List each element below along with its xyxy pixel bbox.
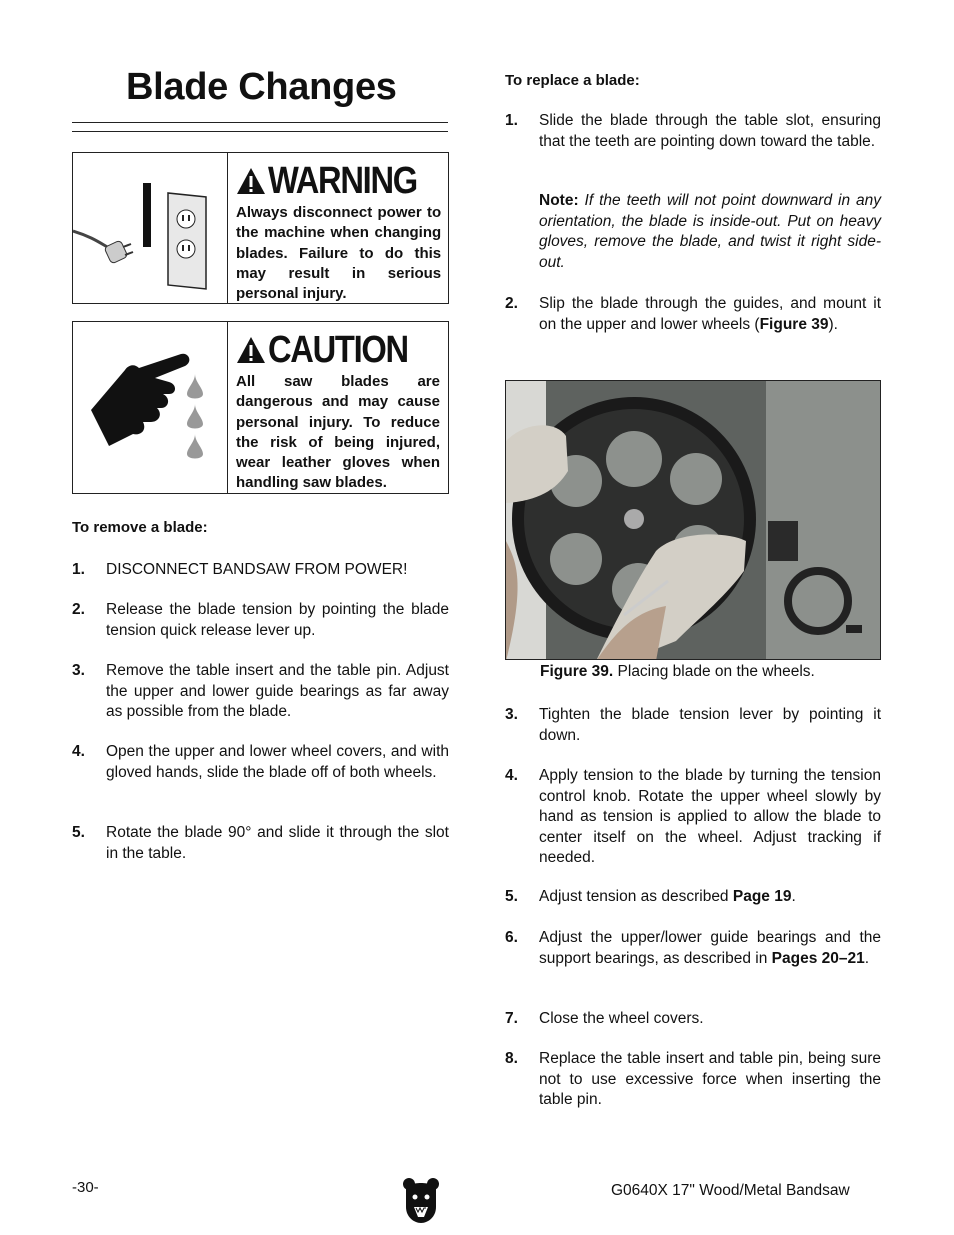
step-number: 6. <box>505 929 518 946</box>
replace-step-7 <box>505 1009 881 1030</box>
warning-text: Always disconnect power to the machine when changing blades. Failure to do this may result in serious personal injury. <box>236 204 442 303</box>
step-number: 3. <box>72 662 85 679</box>
step-text: Apply tension to the blade by turning the tension control knob. Rotate the upper wheel slowly by hand as tension is applied to allow the blade to center itself on the wheel. Adjust tracking if needed. <box>539 767 881 866</box>
cut-finger-icon <box>73 322 228 493</box>
replace-step-6 <box>505 928 881 969</box>
step-number: 4. <box>505 767 518 784</box>
note-label: Note: <box>539 192 579 209</box>
replace-step-5 <box>505 887 881 908</box>
step-text: Replace the table insert and table pin, being sure not to use excessive force when inserting the table pin. <box>539 1050 881 1108</box>
step-text: Close the wheel covers. <box>539 1010 704 1027</box>
replace-step-8 <box>505 1049 881 1111</box>
step-number: 1. <box>505 112 518 129</box>
bear-logo-icon <box>402 1177 440 1223</box>
remove-step-5 <box>72 823 449 864</box>
page-title: Blade Changes <box>126 66 397 108</box>
step-number: 1. <box>72 561 85 578</box>
step-text: DISCONNECT BANDSAW FROM POWER! <box>106 561 408 578</box>
step-number: 8. <box>505 1050 518 1067</box>
step-text: Release the blade tension by pointing the blade tension quick release lever up. <box>106 601 449 639</box>
figure-caption-text: Placing blade on the wheels. <box>617 663 815 680</box>
footer-model: G0640X 17" Wood/Metal Bandsaw <box>611 1182 850 1199</box>
note-text: If the teeth will not point downward in any orientation, the blade is inside-out. Put on heavy gloves, remove the blade, and twist it right side-out. <box>539 192 881 271</box>
step-text: Open the upper and lower wheel covers, and with gloved hands, slide the blade off of both wheels. <box>106 743 449 781</box>
replace-step-1 <box>505 111 881 152</box>
note <box>539 191 881 273</box>
step-number: 3. <box>505 706 518 723</box>
title-rule-bottom <box>72 131 448 132</box>
step-text: Tighten the blade tension lever by pointing it down. <box>539 706 881 744</box>
warning-box <box>72 152 449 304</box>
unplug-icon <box>73 153 228 303</box>
caution-box <box>72 321 449 494</box>
step-number: 7. <box>505 1010 518 1027</box>
page-reference: Pages 20–21 <box>771 949 865 967</box>
step-text: Rotate the blade 90° and slide it through the slot in the table. <box>106 824 449 862</box>
step-number: 2. <box>72 601 85 618</box>
step-number: 5. <box>505 888 518 905</box>
step-number: 2. <box>505 295 518 312</box>
step-number: 4. <box>72 743 85 760</box>
replace-heading: To replace a blade: <box>505 72 640 89</box>
warning-triangle-icon <box>236 166 266 196</box>
remove-step-1 <box>72 560 449 581</box>
step-text: Slide the blade through the table slot, ensuring that the teeth are pointing down toward the table. <box>539 112 881 150</box>
page-number: -30- <box>72 1179 99 1196</box>
replace-step-2 <box>505 294 881 335</box>
warning-heading: WARNING <box>268 159 417 202</box>
figure-label: Figure 39. <box>540 663 614 680</box>
figure-reference: Figure 39 <box>759 315 829 333</box>
step-text: Slip the blade through the guides, and mount it on the upper and lower wheels (Figure 39). <box>539 295 881 333</box>
caution-text: All saw blades are dangerous and may cause personal injury. To reduce the risk of being injured, wear leather gloves when handling saw blades. <box>236 373 440 492</box>
title-rule-top <box>72 122 448 123</box>
page-reference: Page 19 <box>732 888 792 905</box>
replace-step-3 <box>505 705 881 746</box>
step-text: Adjust tension as described Page 19. <box>539 888 796 905</box>
step-text: Adjust the upper/lower guide bearings and the support bearings, as described in Pages 20–21. <box>539 929 881 967</box>
figure-39-photo <box>505 380 881 660</box>
step-number: 5. <box>72 824 85 841</box>
caution-triangle-icon <box>236 335 266 365</box>
remove-step-3 <box>72 661 449 723</box>
remove-step-4 <box>72 742 449 783</box>
replace-step-4 <box>505 766 881 869</box>
step-text: Remove the table insert and the table pin. Adjust the upper and lower guide bearings as far away as possible from the blade. <box>106 662 449 720</box>
figure-caption <box>540 663 815 681</box>
caution-heading: CAUTION <box>268 328 408 371</box>
remove-step-2 <box>72 600 449 641</box>
remove-heading: To remove a blade: <box>72 519 208 536</box>
